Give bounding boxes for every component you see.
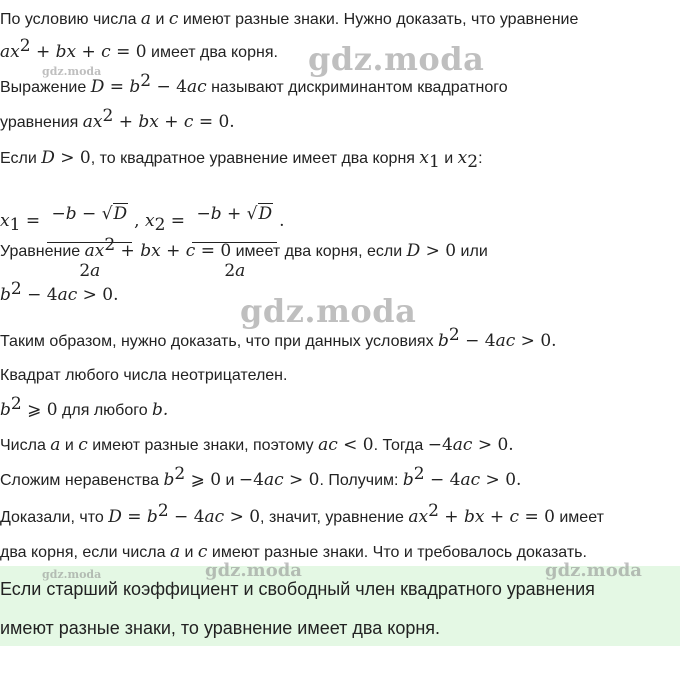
roots-formula: $x_1$ = $\frac{-b - √D}{2a}$ , $x_2$ = $\frac{-b + √D}{2a}$ .	[0, 186, 285, 236]
watermark-logo: gdz.moda	[308, 40, 485, 78]
text-segment: , значит, уравнение	[260, 509, 409, 526]
text-segment: и	[221, 472, 239, 489]
text-segment: или	[456, 243, 488, 260]
math-c: c	[78, 435, 88, 455]
text-line-7	[0, 235, 488, 262]
text-segment: и	[151, 11, 169, 28]
math-inequality: $b^2 - 4ac > 0$.	[402, 464, 522, 490]
math-equation: $ax^2$ + bx + c = 0	[84, 235, 232, 261]
text-line-8	[0, 279, 119, 306]
math-square-nonneg: $b^2$ ⩾ 0	[163, 464, 222, 490]
text-line-12	[0, 435, 514, 456]
text-segment: два корня, если числа	[0, 544, 170, 561]
text-line-13	[0, 464, 522, 491]
text-segment: Выражение	[0, 79, 91, 96]
text-segment: имеют разные знаки. Нужно доказать, что уравнение	[178, 11, 579, 28]
math-c: c	[197, 542, 208, 562]
math-c: c	[168, 9, 179, 29]
math-minus-4ac-positive: −4ac > 0	[238, 470, 320, 490]
watermark-small: gdz.moda	[42, 65, 102, 78]
text-segment: имеет два корня.	[146, 44, 278, 61]
math-x2: $x_2$	[457, 148, 479, 172]
watermark-mid: gdz.moda	[545, 560, 642, 581]
math-square-nonneg: $b^2$ ⩾ 0	[0, 394, 58, 420]
math-a: a	[140, 9, 152, 29]
text-segment: имеют разные знаки. Что и требовалось доказать.	[207, 544, 587, 561]
math-a: a	[169, 542, 181, 562]
text-segment: для любого	[57, 402, 153, 419]
text-line-14	[0, 501, 604, 528]
text-segment: уравнения	[0, 114, 83, 131]
text-segment: . Получим:	[319, 472, 403, 489]
text-segment: имеют разные знаки, поэтому	[87, 437, 319, 454]
text-segment: Числа	[0, 437, 51, 454]
text-segment: и	[439, 150, 458, 167]
text-segment: По условию числа	[0, 11, 141, 28]
text-segment: Доказали, что	[0, 509, 109, 526]
conclusion-line-1: Если старший коэффициент и свободный член квадратного уравнения	[0, 579, 595, 599]
text-line-5: Если D > 0, то квадратное уравнение имеет два корня $x_1$ и $x_2$:	[0, 148, 483, 172]
text-segment: , то квадратное уравнение имеет два корня	[90, 150, 420, 167]
text-segment: называют дискриминантом квадратного	[206, 79, 508, 96]
text-line-4	[0, 106, 235, 133]
root-2-fraction: $\frac{-b + √D}{2a}$	[192, 186, 277, 257]
math-d-positive: D > 0	[406, 241, 457, 261]
text-segment: Таким образом, нужно доказать, что при данных условиях	[0, 333, 439, 350]
text-segment: имеет	[554, 509, 604, 526]
math-inequality: $b^2 - 4ac > 0$.	[0, 279, 119, 305]
math-ac-negative: ac < 0	[318, 435, 374, 455]
text-line-11	[0, 394, 169, 421]
text-line-1	[0, 9, 578, 30]
math-discriminant: $D = b^2 - 4ac$	[90, 71, 207, 97]
text-segment: . Тогда	[373, 437, 428, 454]
math-discriminant-positive: $D = b^2 - 4ac > 0$	[108, 501, 261, 527]
math-d-positive: D > 0	[41, 148, 91, 168]
text-segment: и	[60, 437, 79, 454]
math-b: b.	[152, 400, 169, 420]
watermark-small: gdz.moda	[42, 568, 102, 581]
text-line-2	[0, 36, 278, 63]
text-line-9	[0, 325, 557, 352]
watermark-logo: gdz.moda	[240, 292, 417, 330]
math-equation: $ax^2$ + bx + c = 0.	[82, 106, 235, 132]
watermark-mid: gdz.moda	[205, 560, 302, 581]
math-equation: $ax^2$ + bx + c = 0	[0, 36, 147, 62]
math-equation: $ax^2$ + bx + c = 0	[408, 501, 555, 527]
text-segment: Сложим неравенства	[0, 472, 164, 489]
math-x1: $x_1$	[419, 148, 440, 172]
root-1-fraction: $\frac{-b - √D}{2a}$	[47, 186, 132, 257]
text-segment: Если	[0, 150, 42, 167]
conclusion-line-2: имеют разные знаки, то уравнение имеет два корня.	[0, 618, 441, 638]
math-inequality: $b^2 - 4ac > 0$.	[438, 325, 557, 351]
text-line-10	[0, 366, 287, 386]
text-segment: имеет два корня, если	[231, 243, 407, 260]
text-segment: и	[180, 544, 198, 561]
math-minus-4ac-positive: −4ac > 0.	[427, 435, 514, 455]
text-segment: Уравнение	[0, 243, 85, 260]
text-segment: Квадрат любого числа неотрицателен.	[0, 367, 288, 384]
math-a: a	[50, 435, 61, 455]
